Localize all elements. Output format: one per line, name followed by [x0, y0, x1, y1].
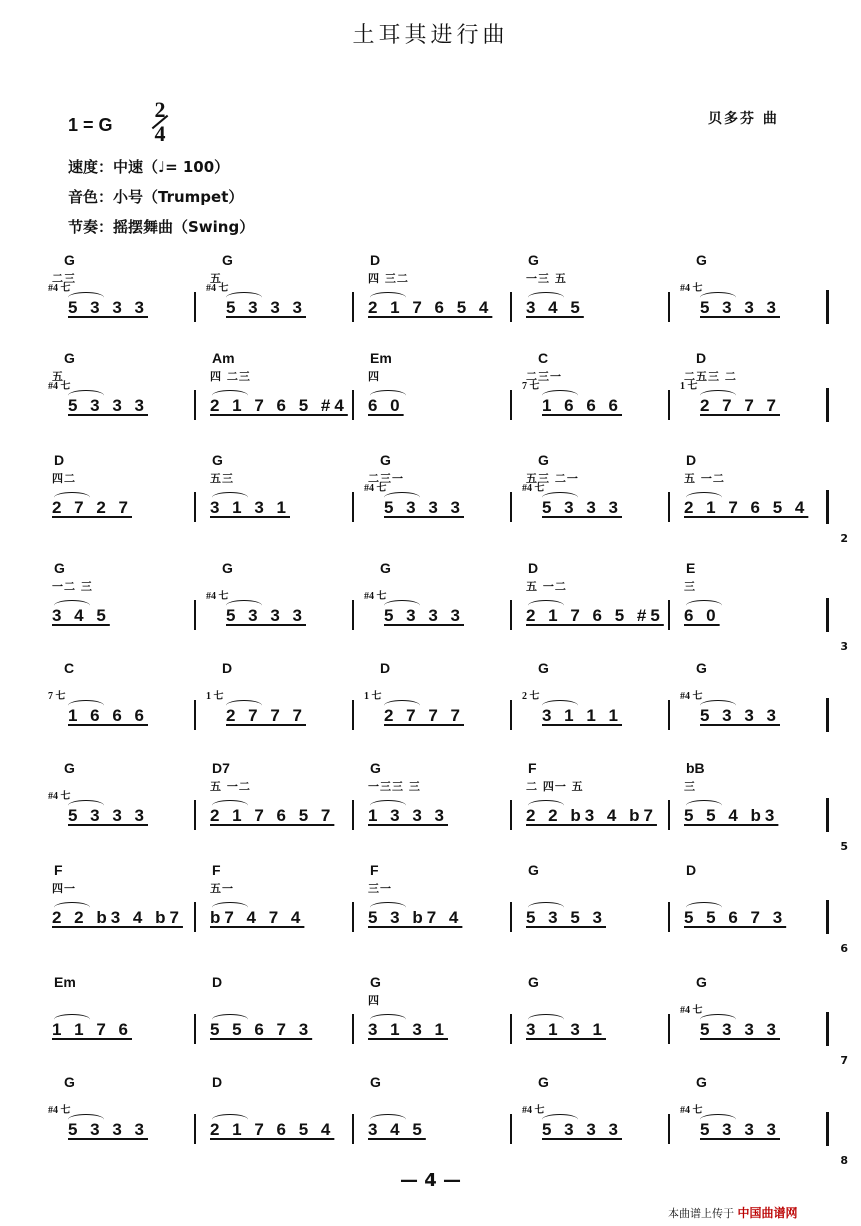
barline — [510, 902, 512, 932]
chord-symbol: Am — [212, 350, 235, 366]
chord-symbol: G — [696, 252, 707, 268]
measure — [674, 350, 832, 434]
note-group: 2 1 7 6 5 #4 — [210, 396, 348, 415]
score-system — [42, 560, 848, 653]
measure — [674, 452, 832, 536]
barline — [826, 798, 829, 832]
note-group: 2 7 7 7 — [226, 706, 306, 725]
barline — [194, 700, 196, 730]
grace-mark: #4 七 — [680, 1005, 703, 1016]
note-group: 5 3 3 3 — [68, 806, 148, 825]
chord-symbol: G — [528, 974, 539, 990]
barline — [668, 1114, 670, 1144]
chord-symbol: G — [538, 1074, 549, 1090]
measure — [42, 862, 200, 946]
note-group: 5 3 3 3 — [700, 1020, 780, 1039]
grace-mark: #4 七 — [364, 483, 387, 494]
chord-symbol: D — [222, 660, 233, 676]
score-system — [42, 760, 848, 853]
note-group: 2 1 7 6 5 4 — [368, 298, 493, 317]
measure — [42, 452, 200, 536]
chord-symbol: D — [696, 350, 707, 366]
chord-symbol: D7 — [212, 760, 230, 776]
fingering: 一三 五 — [526, 272, 567, 285]
grace-mark: 1 七 — [364, 691, 382, 702]
measure — [200, 452, 358, 536]
fingering: 四二 — [52, 472, 76, 485]
chord-symbol: E — [686, 560, 696, 576]
grace-mark: #4 七 — [48, 791, 71, 802]
note-group: 3 4 5 — [526, 298, 584, 317]
footer-site: 中国曲谱网 — [737, 1206, 798, 1220]
chord-symbol: F — [528, 760, 537, 776]
note-group: 6 0 — [684, 606, 720, 625]
fingering: 四 三二 — [368, 272, 409, 285]
barline — [510, 700, 512, 730]
note-group: 5 3 3 3 — [542, 498, 622, 517]
note-group: 2 7 7 7 — [700, 396, 780, 415]
barline — [352, 390, 354, 420]
chord-symbol: D — [54, 452, 65, 468]
measure — [516, 974, 674, 1058]
chord-symbol: G — [64, 1074, 75, 1090]
measure — [516, 862, 674, 946]
chord-symbol: G — [370, 760, 381, 776]
footer — [668, 1204, 798, 1221]
measure — [358, 974, 516, 1058]
grace-mark: 7 七 — [48, 691, 66, 702]
fingering: 五三 二一 — [526, 472, 579, 485]
note-group: 2 7 7 7 — [384, 706, 464, 725]
time-signature-bottom: 4 — [154, 121, 166, 146]
barline — [352, 292, 354, 322]
fingering: 五三 — [210, 472, 234, 485]
barline — [668, 1014, 670, 1044]
chord-symbol: G — [696, 1074, 707, 1090]
fingering: 五一 — [210, 882, 234, 895]
measure — [516, 660, 674, 744]
note-group: 1 1 7 6 — [52, 1020, 132, 1039]
chord-symbol: G — [64, 252, 75, 268]
chord-symbol: F — [370, 862, 379, 878]
fingering: 二三一 — [368, 472, 404, 485]
barline — [194, 492, 196, 522]
chord-symbol: F — [54, 862, 63, 878]
rhythm-info: 节奏：摇摆舞曲（Swing） — [68, 218, 255, 236]
chord-symbol: C — [538, 350, 549, 366]
barline — [510, 800, 512, 830]
measure — [358, 560, 516, 644]
note-group: 3 1 3 1 — [368, 1020, 448, 1039]
measure — [358, 660, 516, 744]
grace-mark: #4 七 — [206, 283, 229, 294]
note-group: 2 1 7 6 5 4 — [684, 498, 809, 517]
note-group: 3 1 3 1 — [526, 1020, 606, 1039]
chord-symbol: G — [538, 660, 549, 676]
chord-symbol: G — [370, 1074, 381, 1090]
fingering: 四 二三 — [210, 370, 251, 383]
barline — [510, 1114, 512, 1144]
grace-mark: #4 七 — [48, 381, 71, 392]
note-group: b7 4 7 4 — [210, 908, 305, 927]
fingering: 五 一二 — [684, 472, 725, 485]
chord-symbol: D — [212, 1074, 223, 1090]
measure — [42, 1074, 200, 1158]
measure — [674, 660, 832, 744]
measure — [674, 760, 832, 844]
barline — [668, 700, 670, 730]
note-group: 5 5 6 7 3 — [210, 1020, 313, 1039]
chord-symbol: bB — [686, 760, 705, 776]
fingering: 二 四一 五 — [526, 780, 584, 793]
measure — [200, 252, 358, 336]
chord-symbol: D — [212, 974, 223, 990]
line-number: 7 — [840, 1054, 848, 1067]
barline — [668, 600, 670, 630]
barline — [194, 292, 196, 322]
barline — [194, 1114, 196, 1144]
note-group: 2 7 2 7 — [52, 498, 132, 517]
fingering: 三一 — [368, 882, 392, 895]
chord-symbol: Em — [54, 974, 76, 990]
line-number: 3 — [840, 640, 848, 653]
score-system — [42, 1074, 848, 1167]
measure — [42, 252, 200, 336]
grace-mark: #4 七 — [680, 691, 703, 702]
timbre-info: 音色：小号（Trumpet） — [68, 188, 244, 206]
barline — [668, 902, 670, 932]
chord-symbol: D — [370, 252, 381, 268]
chord-symbol: Em — [370, 350, 392, 366]
barline — [352, 902, 354, 932]
measure — [516, 1074, 674, 1158]
key-signature: 1 = G — [68, 115, 113, 135]
fingering: 一二 三 — [52, 580, 93, 593]
measure — [200, 862, 358, 946]
chord-symbol: C — [64, 660, 75, 676]
barline — [194, 600, 196, 630]
measure — [42, 760, 200, 844]
fingering: 五 — [210, 272, 222, 285]
note-group: 3 1 1 1 — [542, 706, 622, 725]
grace-mark: 1 七 — [680, 381, 698, 392]
barline — [510, 492, 512, 522]
chord-symbol: G — [212, 452, 223, 468]
measure — [42, 350, 200, 434]
score-title: 土耳其进行曲 — [352, 23, 509, 48]
barline — [352, 492, 354, 522]
note-group: 1 6 6 6 — [542, 396, 622, 415]
measure — [200, 350, 358, 434]
barline — [510, 600, 512, 630]
note-group: 5 3 b7 4 — [368, 908, 463, 927]
barline — [826, 698, 829, 732]
score-system — [42, 350, 830, 434]
grace-mark: #4 七 — [522, 1105, 545, 1116]
fingering: 四 — [368, 994, 380, 1007]
note-group: 5 5 4 b3 — [684, 806, 779, 825]
note-group: 5 5 6 7 3 — [684, 908, 787, 927]
chord-symbol: G — [54, 560, 65, 576]
measure — [516, 350, 674, 434]
note-group: 5 3 3 3 — [542, 1120, 622, 1139]
barline — [826, 290, 829, 324]
measure — [674, 974, 832, 1058]
note-group: 2 2 b3 4 b7 — [526, 806, 657, 825]
chord-symbol: G — [696, 660, 707, 676]
fingering: 四 — [368, 370, 380, 383]
measure — [358, 760, 516, 844]
note-group: 5 3 3 3 — [700, 706, 780, 725]
barline — [826, 598, 829, 632]
line-number: 2 — [840, 532, 848, 545]
measure — [358, 862, 516, 946]
measure — [674, 862, 832, 946]
note-group: 5 3 3 3 — [384, 498, 464, 517]
note-group: 5 3 3 3 — [700, 298, 780, 317]
page-number: — 4 — — [399, 1170, 462, 1191]
tempo-info: 速度：中速（♩= 100） — [68, 158, 230, 176]
score-system — [42, 252, 830, 336]
barline — [826, 1012, 829, 1046]
score-system — [42, 974, 848, 1067]
composer: 贝多芬 曲 — [708, 111, 779, 127]
fingering: 二五三 二 — [684, 370, 737, 383]
barline — [194, 390, 196, 420]
grace-mark: #4 七 — [680, 1105, 703, 1116]
barline — [668, 492, 670, 522]
note-group: 5 3 3 3 — [226, 606, 306, 625]
measure — [674, 252, 832, 336]
fingering: 五 一二 — [210, 780, 251, 793]
measure — [358, 350, 516, 434]
note-group: 2 1 7 6 5 4 — [210, 1120, 335, 1139]
measure — [516, 760, 674, 844]
note-group: 3 1 3 1 — [210, 498, 290, 517]
measure — [674, 560, 832, 644]
measure — [200, 760, 358, 844]
barline — [510, 390, 512, 420]
grace-mark: #4 七 — [206, 591, 229, 602]
barline — [826, 900, 829, 934]
chord-symbol: G — [222, 560, 233, 576]
measure — [358, 452, 516, 536]
barline — [826, 490, 829, 524]
fingering: 三 — [684, 580, 696, 593]
note-group: 5 3 3 3 — [68, 1120, 148, 1139]
score-system — [42, 452, 848, 545]
barline — [826, 388, 829, 422]
measure — [358, 1074, 516, 1158]
measure — [516, 560, 674, 644]
measure — [516, 252, 674, 336]
barline — [194, 800, 196, 830]
note-group: 3 4 5 — [52, 606, 110, 625]
note-group: 3 4 5 — [368, 1120, 426, 1139]
note-group: 6 0 — [368, 396, 404, 415]
grace-mark: 7 七 — [522, 381, 540, 392]
barline — [194, 1014, 196, 1044]
fingering: 五 一二 — [526, 580, 567, 593]
measure — [200, 1074, 358, 1158]
fingering: 二三 — [52, 272, 76, 285]
note-group: 5 3 3 3 — [68, 298, 148, 317]
note-group: 2 1 7 6 5 #5 — [526, 606, 664, 625]
barline — [352, 600, 354, 630]
chord-symbol: G — [528, 862, 539, 878]
measure — [42, 974, 200, 1058]
line-number: 8 — [840, 1154, 848, 1167]
grace-mark: #4 七 — [680, 283, 703, 294]
note-group: 5 3 3 3 — [700, 1120, 780, 1139]
chord-symbol: F — [212, 862, 221, 878]
measure — [200, 660, 358, 744]
measure — [516, 452, 674, 536]
chord-symbol: G — [222, 252, 233, 268]
fingering: 二三一 — [526, 370, 562, 383]
note-group: 1 3 3 3 — [368, 806, 448, 825]
barline — [352, 700, 354, 730]
chord-symbol: G — [370, 974, 381, 990]
grace-mark: #4 七 — [522, 483, 545, 494]
grace-mark: #4 七 — [364, 591, 387, 602]
line-number: 6 — [840, 942, 848, 955]
fingering: 四一 — [52, 882, 76, 895]
score-system — [42, 660, 830, 744]
measure — [42, 560, 200, 644]
barline — [352, 1014, 354, 1044]
barline — [668, 390, 670, 420]
chord-symbol: D — [686, 862, 697, 878]
grace-mark: #4 七 — [48, 1105, 71, 1116]
chord-symbol: G — [528, 252, 539, 268]
note-group: 5 3 3 3 — [226, 298, 306, 317]
note-group: 1 6 6 6 — [68, 706, 148, 725]
measure — [674, 1074, 832, 1158]
chord-symbol: D — [686, 452, 697, 468]
footer-text: 本曲谱上传于 — [668, 1207, 734, 1220]
measure — [200, 560, 358, 644]
barline — [352, 1114, 354, 1144]
fingering: 五 — [52, 370, 64, 383]
score-system — [42, 862, 848, 955]
barline — [826, 1112, 829, 1146]
chord-symbol: D — [528, 560, 539, 576]
time-signature-top: 2 — [154, 97, 166, 122]
barline — [668, 800, 670, 830]
note-group: 5 3 3 3 — [68, 396, 148, 415]
barline — [510, 1014, 512, 1044]
chord-symbol: G — [380, 452, 391, 468]
barline — [352, 800, 354, 830]
measure — [358, 252, 516, 336]
chord-symbol: D — [380, 660, 391, 676]
chord-symbol: G — [64, 350, 75, 366]
measure — [42, 660, 200, 744]
time-signature — [146, 97, 174, 146]
barline — [668, 292, 670, 322]
line-number: 5 — [840, 840, 848, 853]
note-group: 5 3 5 3 — [526, 908, 606, 927]
note-group: 2 2 b3 4 b7 — [52, 908, 183, 927]
note-group: 2 1 7 6 5 7 — [210, 806, 335, 825]
barline — [194, 902, 196, 932]
chord-symbol: G — [538, 452, 549, 468]
fingering: 一三三 三 — [368, 780, 421, 793]
measure — [200, 974, 358, 1058]
barline — [510, 292, 512, 322]
chord-symbol: G — [380, 560, 391, 576]
fingering: 三 — [684, 780, 696, 793]
chord-symbol: G — [696, 974, 707, 990]
chord-symbol: G — [64, 760, 75, 776]
grace-mark: #4 七 — [48, 283, 71, 294]
grace-mark: 1 七 — [206, 691, 224, 702]
grace-mark: 2 七 — [522, 691, 540, 702]
note-group: 5 3 3 3 — [384, 606, 464, 625]
